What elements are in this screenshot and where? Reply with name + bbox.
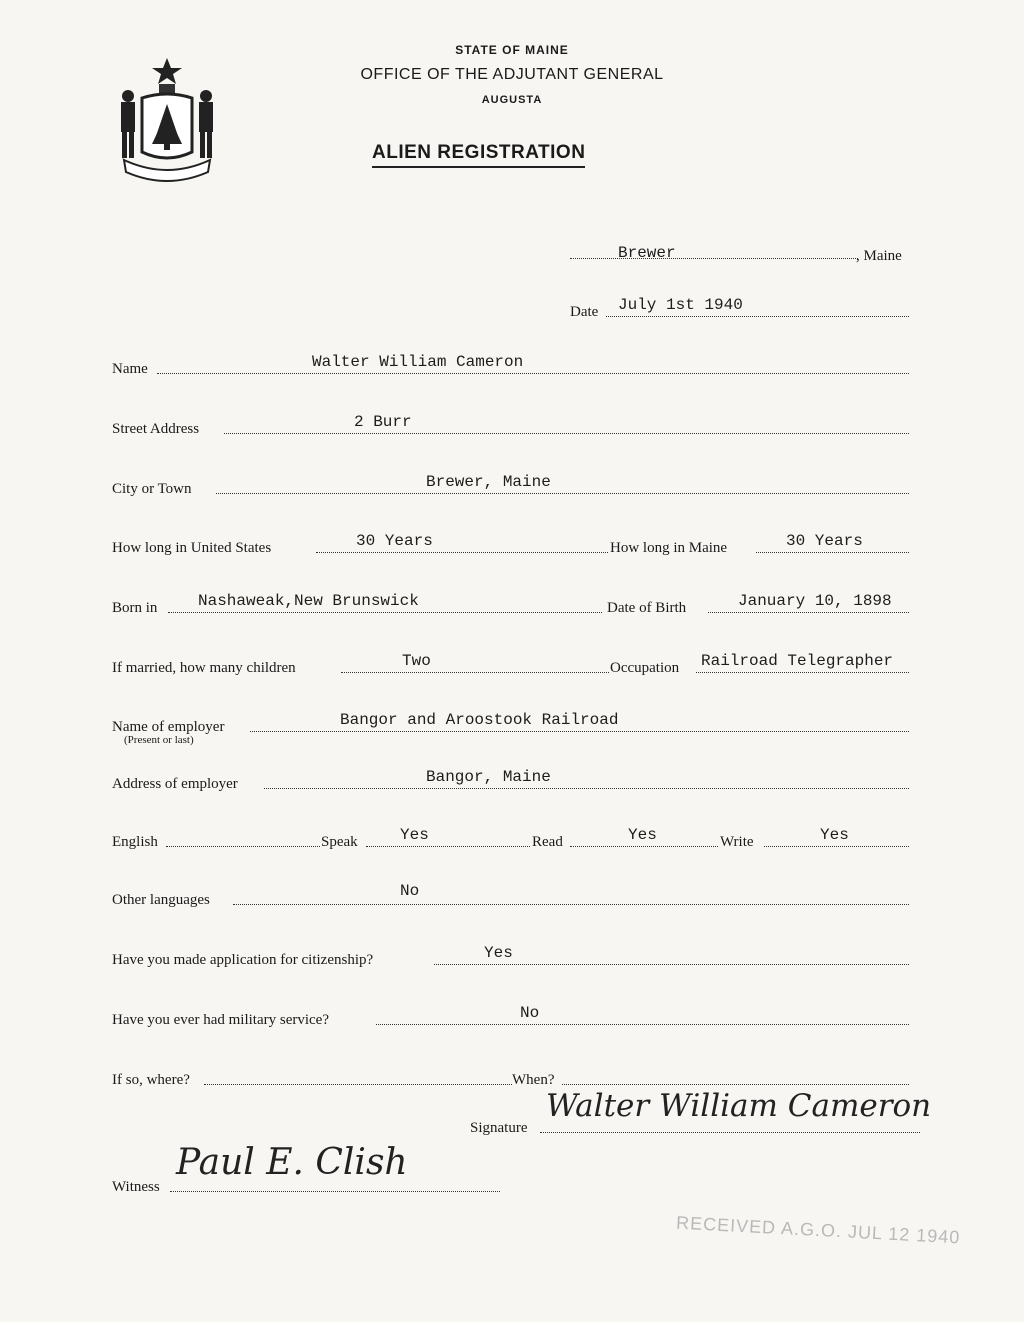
children-dots — [341, 670, 609, 673]
city-dots — [216, 491, 909, 494]
employer-dots — [250, 729, 909, 732]
street-address-label: Street Address — [112, 421, 200, 437]
when-dots — [562, 1082, 909, 1085]
when-label: When? — [512, 1072, 555, 1088]
read-dots — [570, 844, 718, 847]
write-dots — [764, 844, 909, 847]
witness-dots — [170, 1189, 500, 1192]
how-long-us-label: How long in United States — [112, 540, 272, 556]
witness-value: Paul E. Clish — [176, 1142, 408, 1183]
employer-address-label: Address of employer — [112, 776, 238, 792]
how-long-maine-label: How long in Maine — [610, 540, 728, 556]
form-title: ALIEN REGISTRATION — [372, 142, 585, 168]
military-label: Have you ever had military service? — [112, 1012, 329, 1028]
citizenship-value: Yes — [484, 944, 513, 962]
read-value: Yes — [628, 826, 657, 844]
citizenship-dots — [434, 962, 909, 965]
place-suffix: , Maine — [856, 248, 902, 264]
employer-address-value: Bangor, Maine — [426, 768, 551, 786]
date-of-birth-value: January 10, 1898 — [738, 592, 892, 610]
signature-value: Walter William Cameron — [546, 1088, 932, 1124]
born-in-label: Born in — [112, 600, 158, 616]
other-languages-label: Other languages — [112, 892, 210, 908]
name-value: Walter William Cameron — [312, 353, 524, 371]
place-dots — [570, 256, 858, 259]
header-state: STATE OF MAINE — [455, 43, 569, 57]
employer-address-dots — [264, 786, 909, 789]
speak-label: Speak — [321, 834, 358, 850]
children-label: If married, how many children — [112, 660, 296, 676]
born-in-dots — [168, 610, 602, 613]
speak-value: Yes — [400, 826, 429, 844]
occupation-value: Railroad Telegrapher — [701, 652, 894, 670]
other-languages-dots — [233, 902, 909, 905]
header-city: AUGUSTA — [481, 94, 543, 106]
employer-label: Name of employer — [112, 719, 225, 735]
how-long-maine-dots — [756, 550, 909, 553]
write-label: Write — [720, 834, 754, 850]
employer-value: Bangor and Aroostook Railroad — [340, 711, 619, 729]
speak-dots — [366, 844, 530, 847]
write-value: Yes — [820, 826, 849, 844]
employer-sublabel: (Present or last) — [124, 734, 194, 746]
date-value: July 1st 1940 — [618, 296, 743, 314]
how-long-maine-value: 30 Years — [786, 532, 863, 550]
date-dots — [606, 314, 909, 317]
date-of-birth-dots — [708, 610, 909, 613]
occupation-dots — [696, 670, 909, 673]
street-address-dots — [224, 431, 909, 434]
english-dots — [166, 844, 320, 847]
how-long-us-dots — [316, 550, 608, 553]
other-languages-value: No — [400, 882, 420, 900]
city-label: City or Town — [112, 481, 192, 497]
street-address-value: 2 Burr — [354, 413, 412, 431]
citizenship-label: Have you made application for citizenship? — [112, 952, 374, 968]
received-stamp: RECEIVED A.G.O. JUL 12 1940 — [675, 1212, 961, 1248]
english-label: English — [112, 834, 158, 850]
how-long-us-value: 30 Years — [356, 532, 433, 550]
header-office: OFFICE OF THE ADJUTANT GENERAL — [360, 66, 664, 83]
born-in-value: Nashaweak,New Brunswick — [198, 592, 419, 610]
military-value: No — [520, 1004, 540, 1022]
name-dots — [157, 371, 909, 374]
signature-dots — [540, 1130, 920, 1133]
military-dots — [376, 1022, 909, 1025]
city-value: Brewer, Maine — [426, 473, 551, 491]
read-label: Read — [532, 834, 563, 850]
where-dots — [204, 1082, 512, 1085]
place-value: Brewer — [618, 244, 676, 262]
date-label: Date — [570, 304, 599, 320]
date-of-birth-label: Date of Birth — [607, 600, 687, 616]
where-label: If so, where? — [112, 1072, 190, 1088]
occupation-label: Occupation — [610, 660, 680, 676]
signature-label: Signature — [470, 1120, 528, 1136]
children-value: Two — [402, 652, 431, 670]
name-label: Name — [112, 361, 148, 377]
witness-label: Witness — [112, 1179, 160, 1195]
